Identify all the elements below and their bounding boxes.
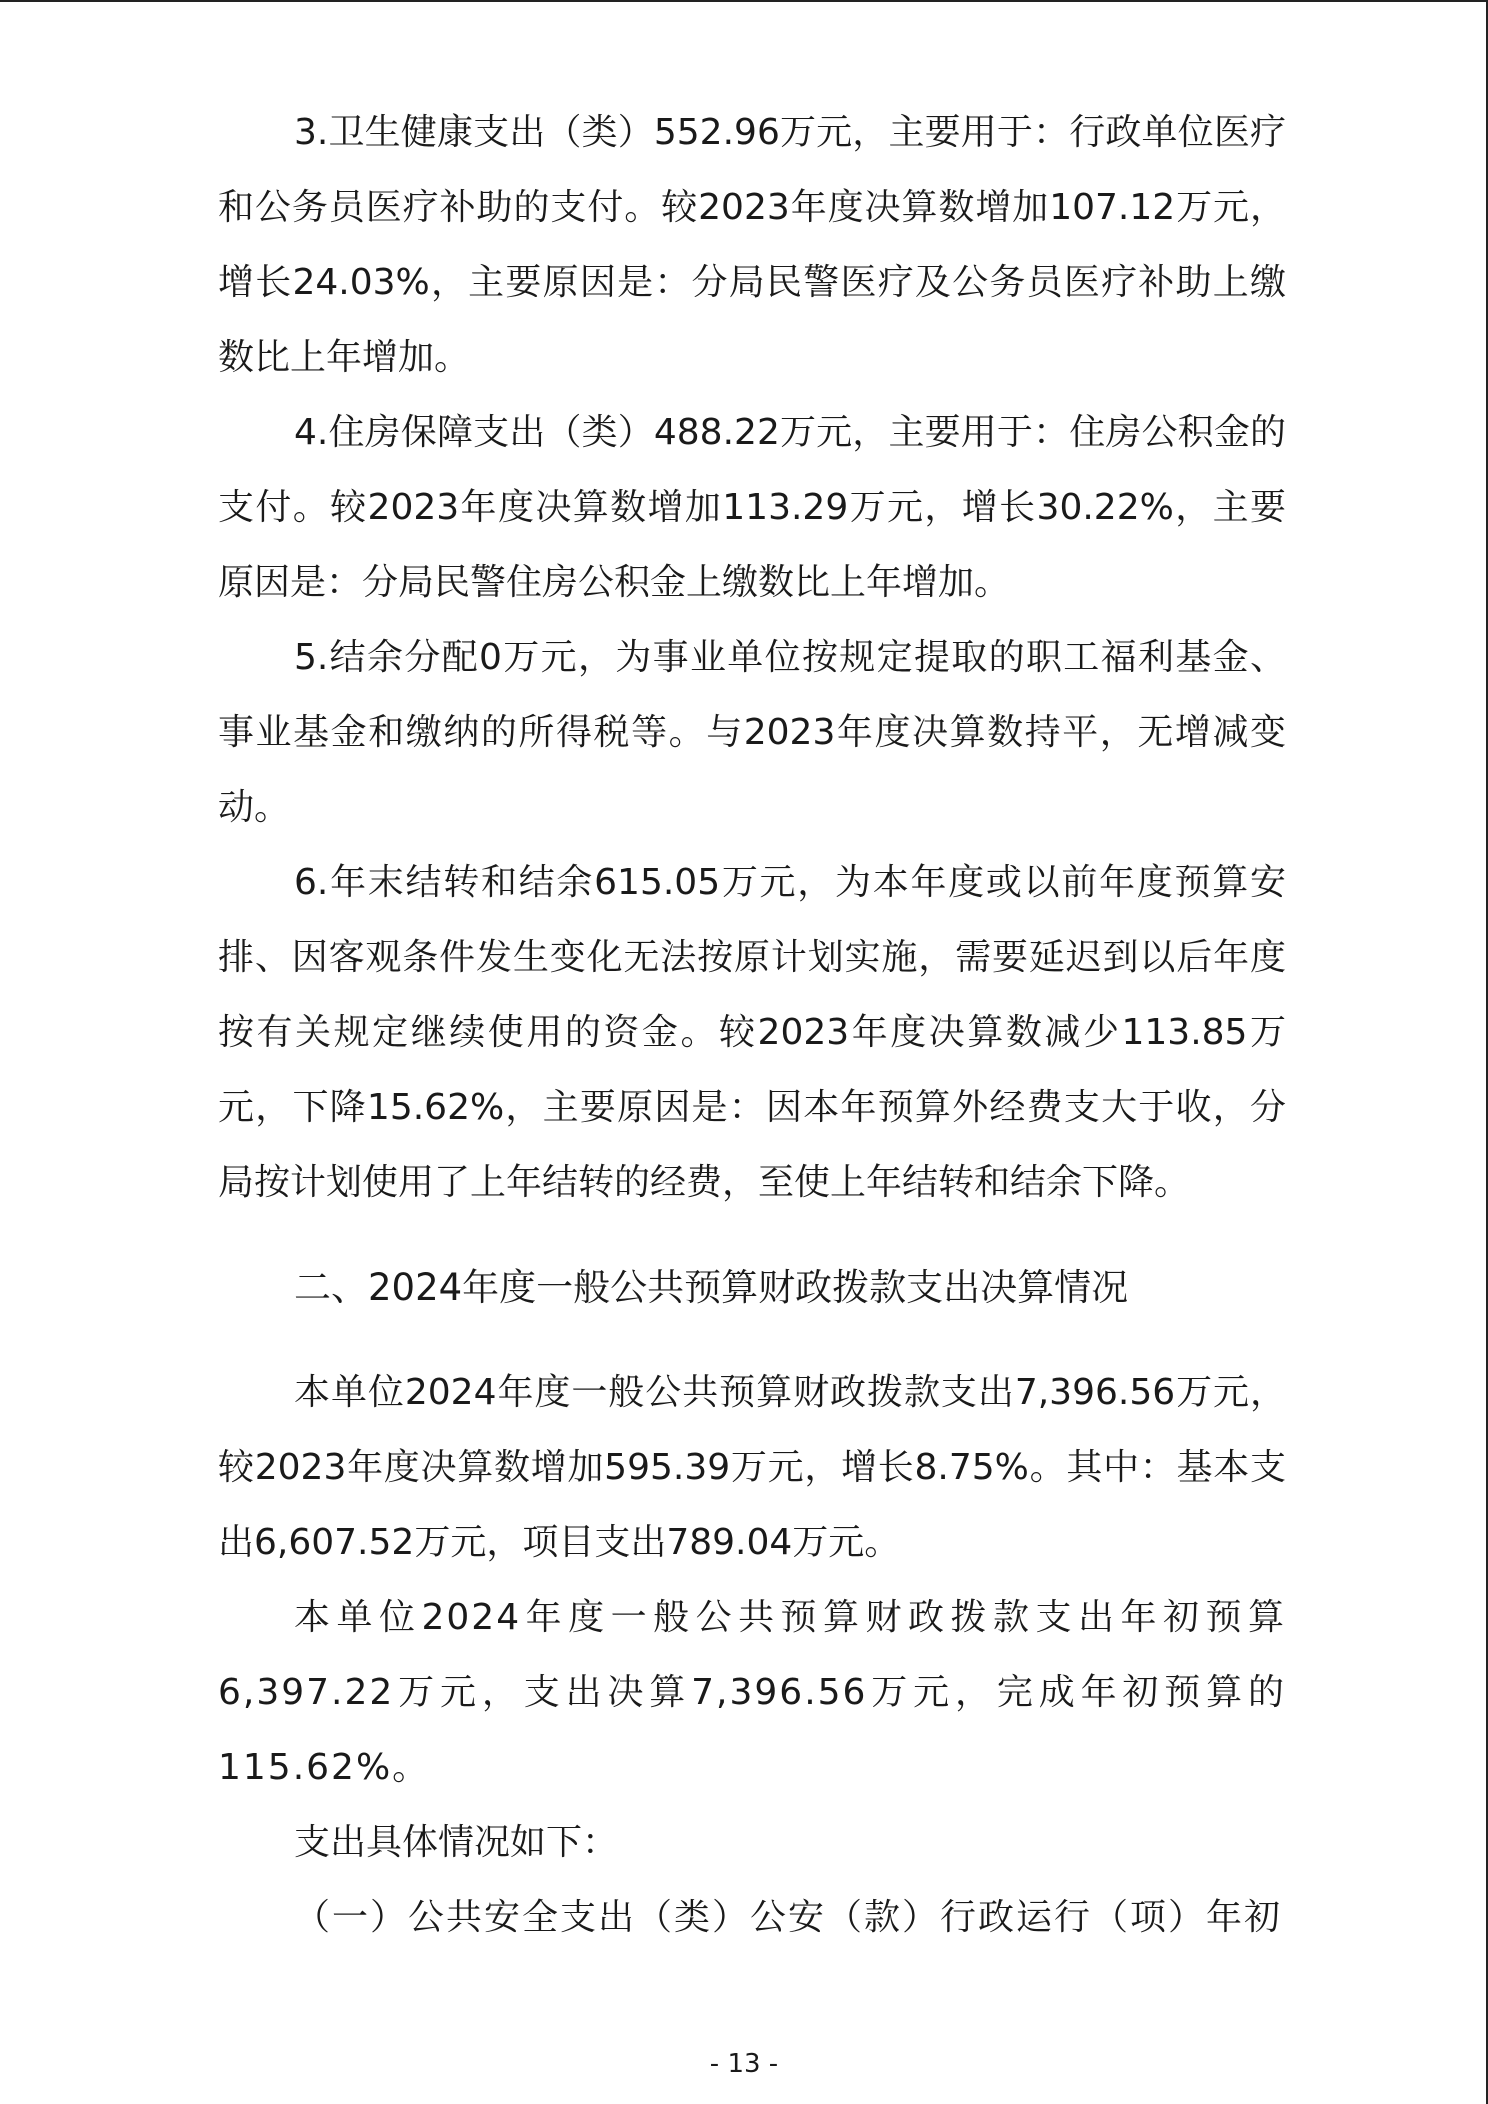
paragraph-public-security-item: （一）公共安全支出（类）公安（款）行政运行（项）年初 — [294, 1897, 1283, 1938]
paragraph-budget-completion: 本单位2024年度一般公共预算财政拨款支出年初预算6,397.22万元，支出决算7,396.56万元，完成年初预算的115.62%。 — [218, 1597, 1286, 1788]
paragraph-details-intro: 支出具体情况如下： — [294, 1822, 619, 1863]
paragraph-health-expenditure: 3.卫生健康支出（类）552.96万元，主要用于：行政单位医疗和公务员医疗补助的支付。较2023年度决算数增加107.12万元，增长24.03%，主要原因是：分局民警医疗及公务员医疗补助上缴数比上年增加。 — [218, 112, 1286, 378]
paragraph-housing-expenditure: 4.住房保障支出（类）488.22万元，主要用于：住房公积金的支付。较2023年度决算数增加113.29万元，增长30.22%，主要原因是：分局民警住房公积金上缴数比上年增加。 — [218, 412, 1286, 603]
page-border-top — [0, 0, 1488, 2]
paragraph-year-end-carryover: 6.年末结转和结余615.05万元，为本年度或以前年度预算安排、因客观条件发生变化无法按原计划实施，需要延迟到以后年度按有关规定继续使用的资金。较2023年度决算数减少113.85万元，下降15.62%，主要原因是：因本年预算外经费支大于收，分局按计划使用了上年结转的经费，至使上年结转和结余下降。 — [218, 862, 1286, 1203]
section-heading: 二、2024年度一般公共预算财政拨款支出决算情况 — [294, 1266, 1129, 1309]
document-body — [218, 95, 1286, 1955]
page-number: - 13 - — [709, 2049, 779, 2079]
paragraph-surplus-distribution: 5.结余分配0万元，为事业单位按规定提取的职工福利基金、事业基金和缴纳的所得税等。与2023年度决算数持平，无增减变动。 — [218, 637, 1286, 828]
paragraph-general-budget-expenditure: 本单位2024年度一般公共预算财政拨款支出7,396.56万元，较2023年度决算数增加595.39万元，增长8.75%。其中：基本支出6,607.52万元，项目支出789.04万元。 — [218, 1372, 1286, 1563]
